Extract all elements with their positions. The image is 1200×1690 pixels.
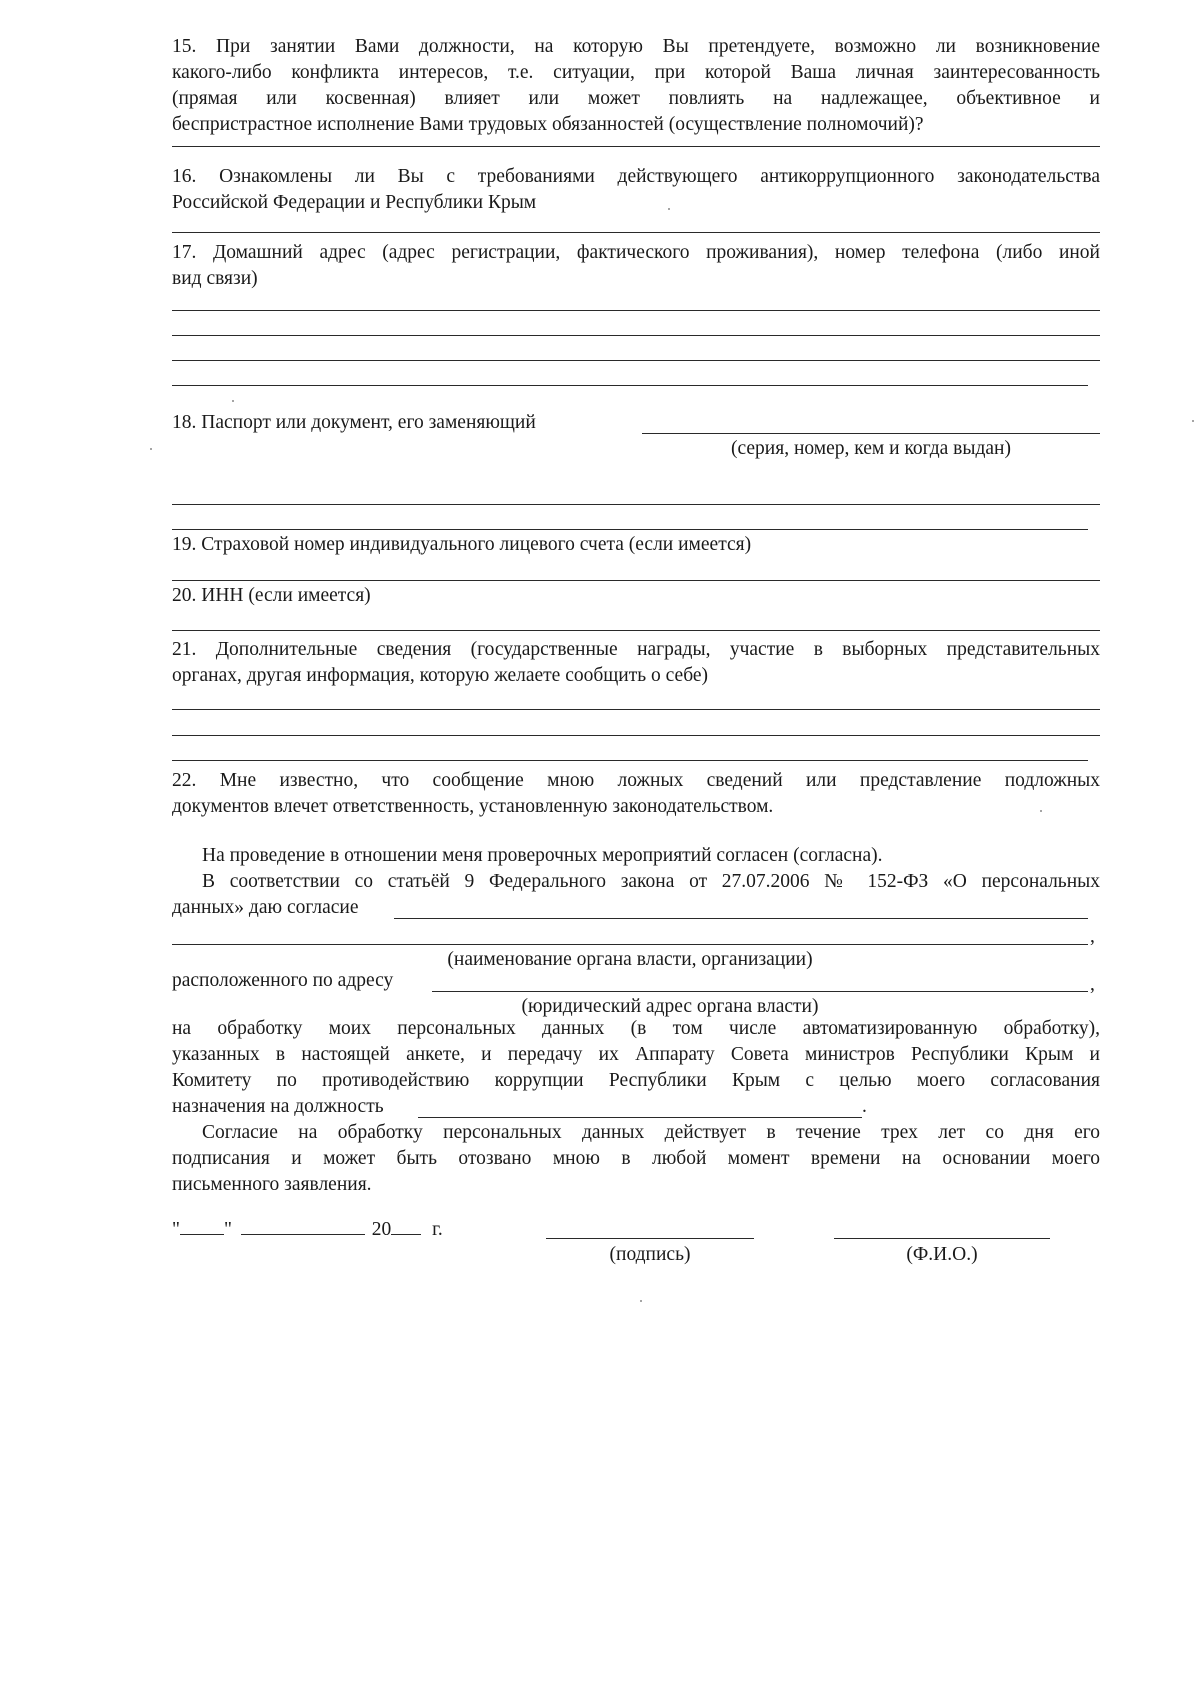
q15-line-1: 15. При занятии Вами должности, на которую Вы претендуете, возможно ли возникновение (172, 36, 1100, 57)
q15-line-2: какого-либо конфликта интересов, т.е. ситуации, при которой Ваша личная заинтересованность (172, 62, 1100, 83)
q18-answer-line[interactable] (642, 433, 1100, 434)
q17-answer-line-1[interactable] (172, 310, 1100, 311)
scan-speck (1040, 810, 1042, 812)
q21-answer-line-2[interactable] (172, 735, 1100, 736)
year-prefix: 20 (371, 1219, 392, 1240)
date-quote-close: " (223, 1219, 232, 1240)
q21-line-2: органах, другая информация, которую желаете сообщить о себе) (172, 665, 709, 686)
year-field[interactable] (391, 1216, 421, 1235)
q18-extra-line-1[interactable] (172, 504, 1100, 505)
q16-line-2: Российской Федерации и Республики Крым (172, 192, 537, 213)
q17-answer-line-3[interactable] (172, 360, 1100, 361)
position-period: . (862, 1096, 867, 1117)
q22-line-2: документов влечет ответственность, установленную законодательством. (172, 796, 774, 817)
q17-line-2: вид связи) (172, 268, 258, 289)
q17-answer-line-4[interactable] (172, 385, 1088, 386)
consent-law-line-2: данных» даю согласие (172, 897, 359, 918)
q16-answer-line[interactable] (172, 232, 1100, 233)
scan-speck (1192, 420, 1194, 422)
signature-hint: (подпись) (609, 1244, 691, 1265)
position-line[interactable] (418, 1117, 862, 1118)
address-line[interactable] (432, 991, 1088, 992)
q18-label: 18. Паспорт или документ, его заменяющий (172, 412, 536, 433)
scan-speck (150, 448, 152, 450)
day-field[interactable] (180, 1216, 224, 1235)
month-field[interactable] (241, 1216, 365, 1235)
date-row (172, 1216, 443, 1243)
fio-line[interactable] (834, 1238, 1050, 1239)
processing-line-1: на обработку моих персональных данных (в том числе автоматизированную обработку), (172, 1018, 1100, 1039)
address-comma: , (1090, 974, 1095, 995)
validity-line-1: Согласие на обработку персональных данных действует в течение трех лет со дня его (202, 1122, 1100, 1143)
date-quote-open: " (172, 1219, 180, 1240)
address-hint: (юридический адрес органа власти) (521, 996, 819, 1017)
scan-speck (668, 208, 670, 210)
q15-line-4: беспристрастное исполнение Вами трудовых обязанностей (осуществление полномочий)? (172, 114, 924, 135)
q19-answer-line[interactable] (172, 580, 1100, 581)
q15-answer-line[interactable] (172, 146, 1100, 147)
org-name-hint: (наименование органа власти, организации) (447, 949, 813, 970)
validity-line-3: письменного заявления. (172, 1174, 372, 1195)
validity-line-2: подписания и может быть отозвано мною в любой момент времени на основании моего (172, 1148, 1100, 1169)
q17-line-1: 17. Домашний адрес (адрес регистрации, фактического проживания), номер телефона (либо иной (172, 242, 1100, 263)
q20-label: 20. ИНН (если имеется) (172, 585, 371, 606)
consent-law-line-1: В соответствии со статьёй 9 Федерального закона от 27.07.2006 № 152-ФЗ «О персональных (202, 871, 1100, 892)
q19-label: 19. Страховой номер индивидуального лицевого счета (если имеется) (172, 534, 752, 555)
q22-line-1: 22. Мне известно, что сообщение мною ложных сведений или представление подложных (172, 770, 1100, 791)
q21-answer-line-1[interactable] (172, 709, 1100, 710)
processing-line-3: Комитету по противодействию коррупции Республики Крым с целью моего согласования (172, 1070, 1100, 1091)
q17-answer-line-2[interactable] (172, 335, 1100, 336)
q18-hint: (серия, номер, кем и когда выдан) (731, 438, 1011, 459)
q16-line-1: 16. Ознакомлены ли Вы с требованиями действующего антикоррупционного законодательства (172, 166, 1100, 187)
org-name-comma: , (1090, 926, 1095, 947)
q21-answer-line-3[interactable] (172, 760, 1088, 761)
consent-recipient-line[interactable] (394, 918, 1088, 919)
consent-checks: На проведение в отношении меня проверочных мероприятий согласен (согласна). (202, 845, 883, 866)
year-suffix: г. (432, 1219, 443, 1240)
q18-extra-line-2[interactable] (172, 529, 1088, 530)
processing-line-2: указанных в настоящей анкете, и передачу их Аппарату Совета министров Республики Крым и (172, 1044, 1100, 1065)
fio-hint: (Ф.И.О.) (906, 1244, 978, 1265)
processing-line-4: назначения на должность (172, 1096, 384, 1117)
q21-line-1: 21. Дополнительные сведения (государственные награды, участие в выборных представительных (172, 639, 1100, 660)
signature-line[interactable] (546, 1238, 754, 1239)
scan-speck (640, 1300, 642, 1302)
address-label: расположенного по адресу (172, 970, 394, 991)
org-name-line[interactable] (172, 944, 1088, 945)
q15-line-3: (прямая или косвенная) влияет или может повлиять на надлежащее, объективное и (172, 88, 1100, 109)
q20-answer-line[interactable] (172, 630, 1100, 631)
scan-speck (232, 400, 234, 402)
